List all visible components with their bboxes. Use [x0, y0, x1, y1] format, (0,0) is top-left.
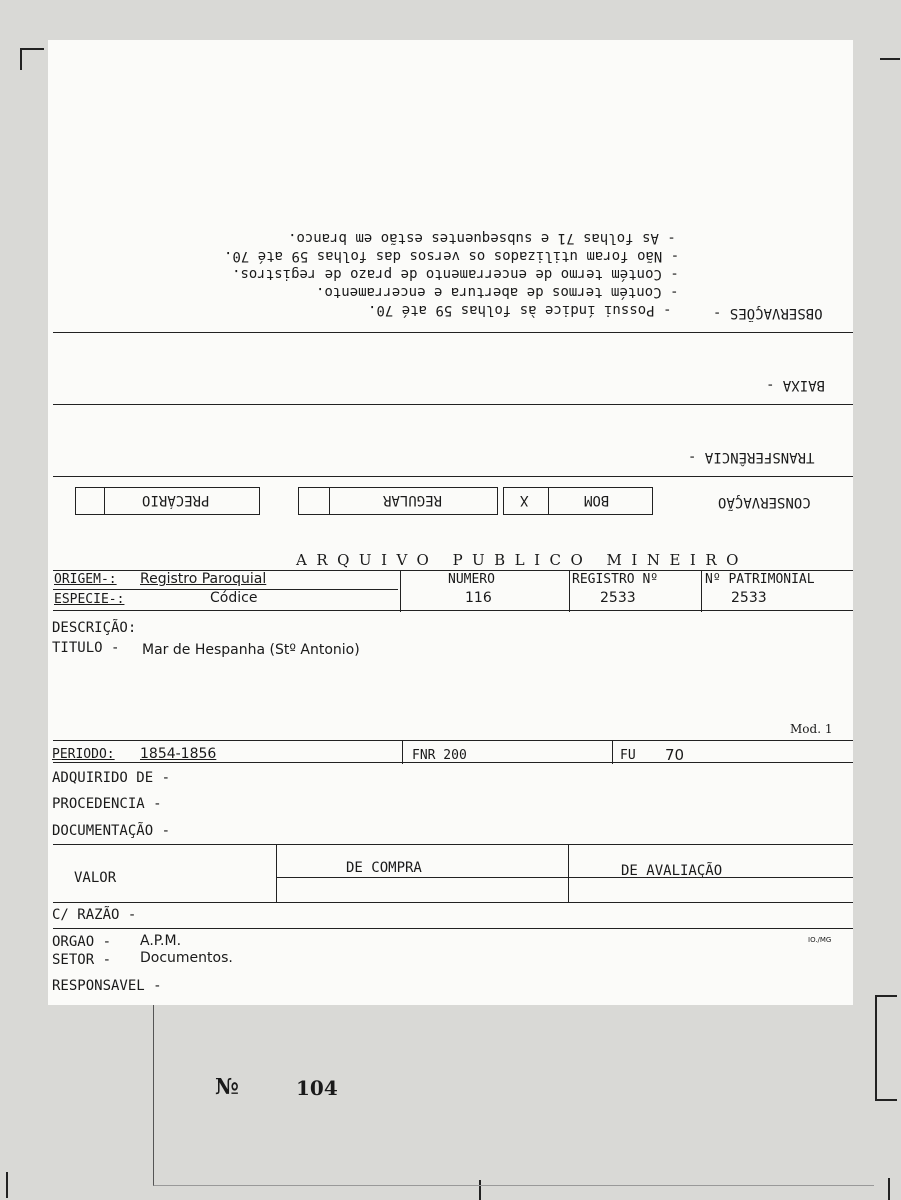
origem-label: ORIGEM-: [54, 572, 117, 587]
bottom-tick-left [6, 1172, 8, 1198]
adquirido-label: ADQUIRIDO DE - [52, 770, 171, 786]
divider-valor [53, 902, 853, 903]
col-sep-periodo-1 [402, 740, 403, 764]
periodo-label: PERIODO: [52, 747, 115, 762]
conservacao-precario-box[interactable] [75, 487, 260, 515]
col-sep-periodo-2 [612, 740, 613, 764]
fu-value: 70 [665, 746, 685, 764]
crop-mark-top-left [20, 48, 44, 50]
divider-documentacao [53, 844, 853, 845]
observacoes-line-4: - Não foram utilizados os versos das folhas 59 até 70. [224, 248, 680, 264]
procedencia-label: PROCEDENCIA - [52, 796, 162, 812]
observacoes-line-3: - Contém termo de encerramento de prazo de registros. [232, 266, 679, 282]
setor-value: Documentos. [140, 950, 233, 966]
crop-mark-top-left-v [20, 48, 22, 70]
col-sep-2 [569, 570, 570, 612]
valor-label: VALOR [74, 870, 117, 886]
responsavel-label: RESPONSAVEL - [52, 978, 162, 994]
de-avaliacao-label: DE AVALIAÇÃO [621, 863, 723, 879]
col-sep-1 [400, 570, 401, 612]
io-mark: IO./MG [808, 936, 832, 944]
conservacao-regular-box[interactable] [298, 487, 498, 515]
stamp-number: 104 [296, 1076, 338, 1100]
numero-label: NUMERO [448, 572, 495, 587]
col-sep-3 [701, 570, 702, 612]
col-sep-valor-2 [568, 844, 569, 902]
titulo-value: Mar de Hespanha (Stº Antonio) [142, 642, 360, 658]
divider-periodo [53, 762, 853, 763]
razao-label: C/ RAZÃO - [52, 907, 137, 923]
divider-origem [53, 589, 398, 590]
especie-label: ESPECIE-: [54, 592, 125, 607]
divider-observacoes [53, 332, 853, 333]
observacoes-line-5: - As folhas 71 e subsequentes estão em branco. [288, 230, 676, 246]
orgao-label: ORGAO - [52, 934, 112, 950]
crop-mark-top-right [880, 58, 900, 60]
col-sep-valor-1 [276, 844, 277, 902]
bom-mark: X [520, 492, 529, 508]
archive-header: ARQUIVO PUBLICO MINEIRO [296, 551, 748, 569]
origem-value: Registro Paroquial [140, 571, 267, 587]
registro-label: REGISTRO Nº [572, 572, 659, 587]
precario-label: PRECÁRIO [142, 492, 210, 508]
fu-label: FU [620, 748, 636, 763]
divider-transferencia [53, 476, 853, 477]
observacoes-label: OBSERVAÇÕES - [713, 305, 823, 321]
documentacao-label: DOCUMENTAÇÃO - [52, 823, 171, 839]
fnr-label: FNR 200 [412, 748, 467, 763]
orgao-value: A.P.M. [140, 933, 182, 949]
stamp-area [153, 1005, 874, 1186]
patrimonial-label: Nº PATRIMONIAL [705, 572, 815, 587]
observacoes-line-2: - Contém termos de abertura e encerramento. [316, 284, 679, 300]
setor-label: SETOR - [52, 952, 112, 968]
patrimonial-value: 2533 [731, 590, 767, 606]
divider-periodo-top [53, 740, 853, 741]
divider-razao [53, 928, 853, 929]
de-compra-label: DE COMPRA [346, 860, 422, 876]
bottom-tick-right [888, 1178, 890, 1200]
divider-baixa [53, 404, 853, 405]
mod-label: Mod. 1 [790, 722, 833, 736]
observacoes-line-1: - Possui índice às folhas 59 até 70. [368, 302, 672, 318]
especie-value: Códice [210, 590, 258, 606]
conservacao-label: CONSERVAÇÃO [718, 494, 811, 510]
conservacao-bom-box[interactable] [503, 487, 653, 515]
transferencia-label: TRANSFERÊNCIA - [688, 449, 815, 465]
periodo-value: 1854-1856 [140, 746, 217, 762]
regular-label: REGULAR [383, 492, 443, 508]
descricao-label: DESCRIÇÃO: [52, 620, 137, 636]
side-bracket [875, 995, 897, 1101]
bom-label: BOM [584, 492, 610, 508]
divider-especie [53, 610, 853, 611]
numero-value: 116 [465, 590, 492, 606]
baixa-label: BAIXA - [766, 377, 826, 393]
titulo-label: TITULO - [52, 640, 120, 656]
catalog-card [48, 40, 853, 1005]
stamp-number-symbol: № [215, 1074, 239, 1100]
registro-value: 2533 [600, 590, 636, 606]
divider-valor-inner [277, 877, 853, 878]
